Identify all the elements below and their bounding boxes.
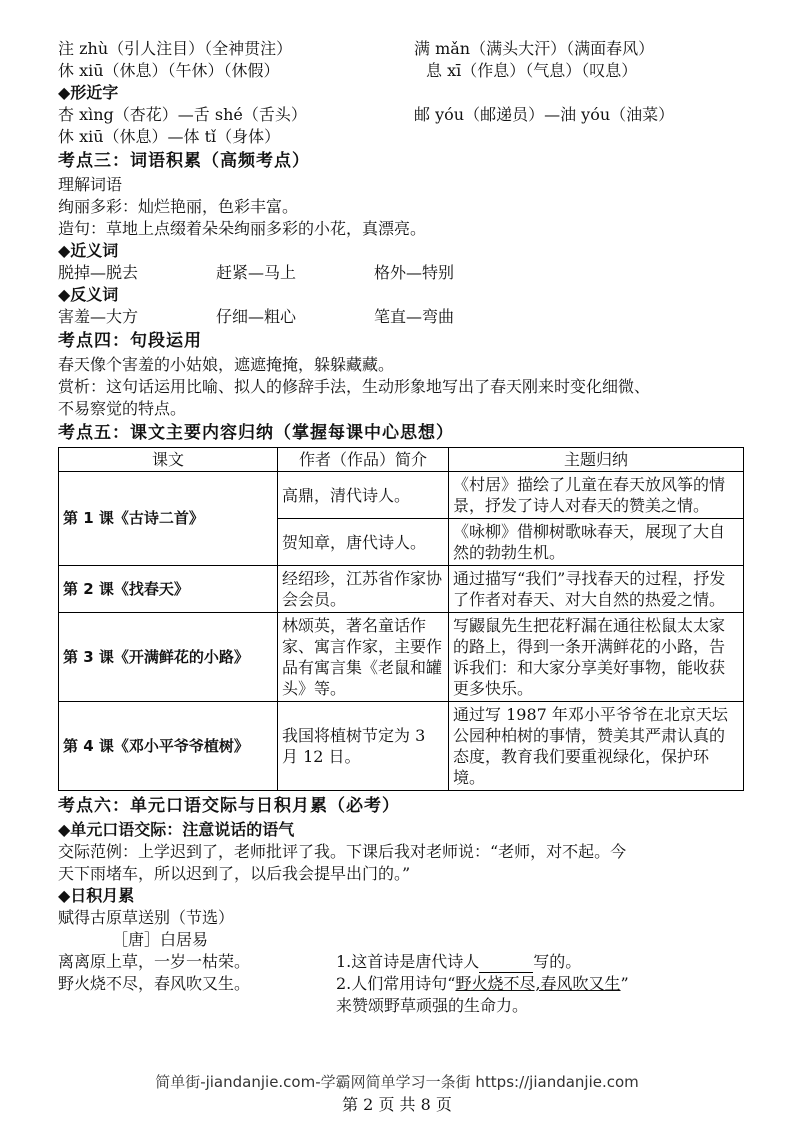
synonyms-heading: ◆近义词 <box>58 241 119 260</box>
pinyin-line: 休 xiū（休息）（午休）（休假） 息 xī（作息）（气息）（叹息） <box>58 61 638 80</box>
table-row <box>59 613 744 702</box>
question-1: 1.这首诗是唐代诗人 写的。 <box>336 952 582 971</box>
similar-chars-line: 休 xiū（休息）—体 tǐ（身体） <box>58 127 281 146</box>
answer-blank <box>479 956 533 973</box>
author-cell: 贺知章，唐代诗人。 <box>278 519 449 566</box>
lesson-cell: 第 3 课《开满鲜花的小路》 <box>59 613 278 702</box>
antonyms-heading: ◆反义词 <box>58 285 119 304</box>
theme-cell: 通过写 1987 年邓小平爷爷在北京天坛公园种柏树的事情，赞美其严肃认真的态度，教育我们要重视绿化，保护环境。 <box>449 702 744 791</box>
text-line: 赏析：这句话运用比喻、拟人的修辞手法，生动形象地写出了春天刚来时变化细微、 <box>58 377 651 396</box>
table-header-row <box>59 448 744 472</box>
text-line: 天下雨堵车，所以迟到了，以后我会提早出门的。” <box>58 864 411 883</box>
text-line: 造句：草地上点缀着朵朵绚丽多彩的小花，真漂亮。 <box>58 219 427 238</box>
author-cell: 我国将植树节定为 3 月 12 日。 <box>278 702 449 791</box>
pinyin-line: 注 zhù（引人注目）（全神贯注） 满 mǎn（满头大汗）（满面春风） <box>58 39 655 58</box>
lesson-cell: 第 4 课《邓小平爷爷植树》 <box>59 702 278 791</box>
header-theme: 主题归纳 <box>449 448 744 472</box>
text-line: 春天像个害羞的小姑娘，遮遮掩掩，躲躲藏藏。 <box>58 355 395 374</box>
table-row <box>59 702 744 791</box>
kp4-heading: 考点四：句段运用 <box>58 331 202 351</box>
text-line: 交际范例：上学迟到了，老师批评了我。下课后我对老师说：“老师，对不起。今 <box>58 842 627 861</box>
poem-title: 赋得古原草送别（节选） <box>58 908 235 927</box>
question-2-continued: 来赞颂野草顽强的生命力。 <box>336 996 529 1015</box>
theme-cell: 写鼹鼠先生把花籽漏在通往松鼠太太家的路上，得到一条开满鲜花的小路，告诉我们：和大家分享美好事物，能收获更多快乐。 <box>449 613 744 702</box>
theme-cell: 通过描写“我们”寻找春天的过程，抒发了作者对春天、对大自然的热爱之情。 <box>449 566 744 613</box>
lessons-table <box>58 447 744 791</box>
poem-line: 野火烧不尽，春风吹又生。 2.人们常用诗句“野火烧不尽,春风吹又生” <box>58 974 629 993</box>
similar-chars-heading: ◆形近字 <box>58 83 119 102</box>
lesson-cell: 第 2 课《找春天》 <box>59 566 278 613</box>
oral-heading: ◆单元口语交际：注意说话的语气 <box>58 820 295 839</box>
similar-chars-line: 杏 xìng（杏花）—舌 shé（舌头） 邮 yóu（邮递员）—油 yóu（油菜） <box>58 105 675 124</box>
poem-author: ［唐］白居易 <box>112 930 209 949</box>
kp3-heading: 考点三：词语积累（高频考点） <box>58 151 310 171</box>
poem-line: 离离原上草，一岁一枯荣。 1.这首诗是唐代诗人 写的。 <box>58 952 582 971</box>
text-line: 理解词语 <box>58 175 123 194</box>
daily-heading: ◆日积月累 <box>58 886 135 905</box>
question-2: 2.人们常用诗句“野火烧不尽,春风吹又生” <box>336 974 629 993</box>
theme-cell: 《村居》描绘了儿童在春天放风筝的情景，抒发了诗人对春天的赞美之情。 <box>449 472 744 519</box>
synonyms-line: 脱掉—脱去 赶紧—马上 格外—特别 <box>58 263 455 282</box>
author-cell: 经绍珍，江苏省作家协会会员。 <box>278 566 449 613</box>
header-lesson: 课文 <box>59 448 278 472</box>
author-cell: 林颂英，著名童话作家、寓言作家，主要作品有寓言集《老鼠和罐头》等。 <box>278 613 449 702</box>
kp5-heading: 考点五：课文主要内容归纳（掌握每课中心思想） <box>58 423 454 443</box>
text-line: 绚丽多彩：灿烂艳丽，色彩丰富。 <box>58 197 299 216</box>
table-row <box>59 566 744 613</box>
theme-cell: 《咏柳》借柳树歌咏春天，展现了大自然的勃勃生机。 <box>449 519 744 566</box>
antonyms-line: 害羞—大方 仔细—粗心 笔直—弯曲 <box>58 307 455 326</box>
table-row <box>59 472 744 519</box>
kp6-heading: 考点六：单元口语交际与日积月累（必考） <box>58 796 400 816</box>
text-line: 不易察觉的特点。 <box>58 399 187 418</box>
document-page <box>58 38 748 1017</box>
author-cell: 高鼎，清代诗人。 <box>278 472 449 519</box>
header-author: 作者（作品）简介 <box>278 448 449 472</box>
page-number: 第 2 页 共 8 页 <box>342 1095 452 1114</box>
lesson-cell: 第 1 课《古诗二首》 <box>59 472 278 566</box>
watermark: 简单街-jiandanjie.com-学霸网简单学习一条街 https://jiandanjie.com <box>155 1073 639 1091</box>
